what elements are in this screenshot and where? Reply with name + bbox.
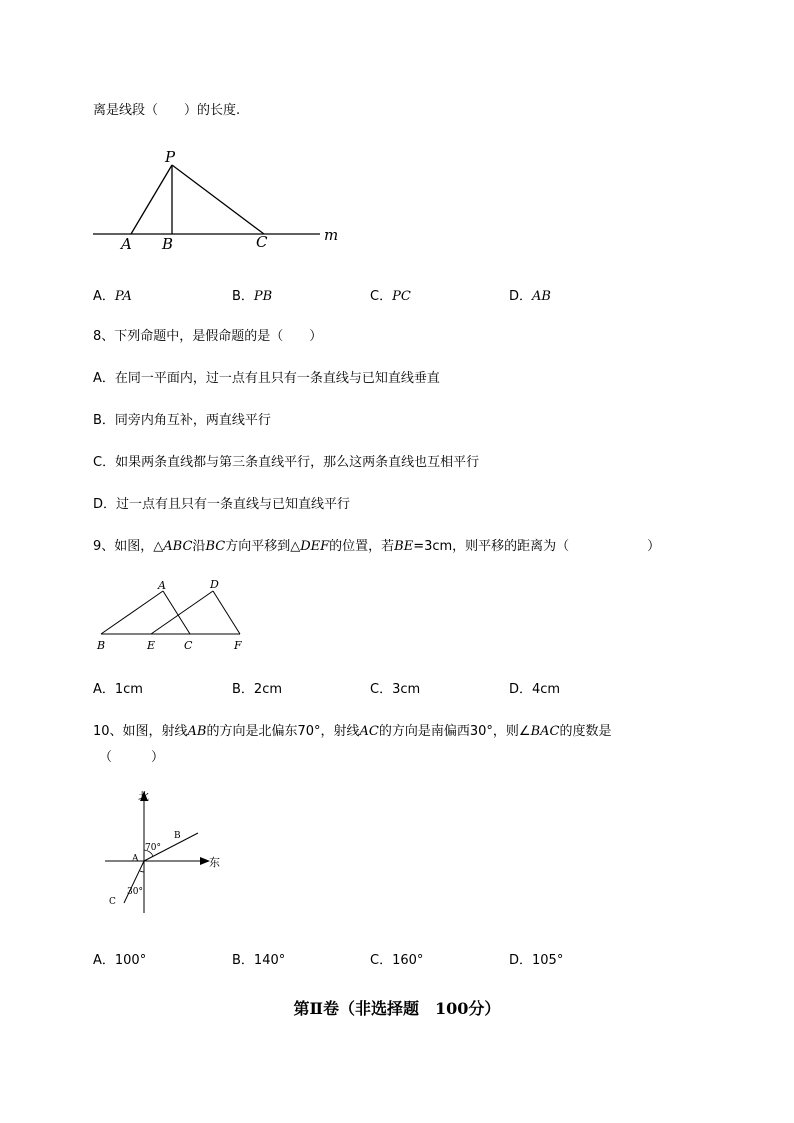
q7-option-c: C．PC	[370, 289, 411, 304]
q9-figure	[93, 576, 253, 656]
q7-figure	[88, 145, 358, 257]
label-e: E	[147, 639, 156, 652]
q9-option-d: D．4cm	[509, 682, 561, 697]
q7-stem-tail: 离是线段（ ）的长度.	[93, 103, 241, 118]
q10-option-b: B．140°	[232, 953, 286, 968]
label-b: B	[97, 639, 106, 652]
q9-option-c: C．3cm	[370, 682, 421, 697]
q7-option-d: D．AB	[509, 289, 551, 304]
label-north: 北	[138, 790, 149, 803]
segment-pa	[131, 165, 172, 234]
label-c: C	[184, 639, 193, 652]
label-a: A	[158, 579, 166, 592]
q8-option-c: C．如果两条直线都与第三条直线平行，那么这两条直线也互相平行	[93, 455, 480, 470]
label-b: B	[162, 235, 174, 253]
segment-pc	[172, 165, 264, 234]
q10-stem: 10、如图，射线AB的方向是北偏东70°，射线AC的方向是南偏西30°，则∠BAC的度数是	[93, 724, 612, 739]
q10-answer-paren: （ ）	[99, 750, 165, 765]
q9-option-a: A．1cm	[93, 682, 143, 697]
q10-option-d: D．105°	[509, 953, 564, 968]
q8-option-b: B．同旁内角互补，两直线平行	[93, 413, 271, 428]
q9-option-b: B．2cm	[232, 682, 283, 697]
q8-option-a: A．在同一平面内，过一点有且只有一条直线与已知直线垂直	[93, 371, 440, 386]
q8-stem: 8、下列命题中，是假命题的是（ ）	[93, 329, 323, 344]
q8-option-d: D．过一点有且只有一条直线与已知直线平行	[93, 497, 351, 512]
label-m: m	[324, 226, 339, 244]
q10-option-a: A．100°	[93, 953, 147, 968]
side-df	[213, 591, 240, 634]
section-heading: 第Ⅱ卷（非选择题 100分）	[293, 999, 501, 1018]
q7-option-b: B．PB	[232, 289, 273, 304]
side-ac	[163, 591, 190, 634]
label-a: A	[121, 235, 132, 253]
label-angle-70: 70°	[145, 843, 161, 853]
side-ba	[101, 591, 163, 634]
label-p: P	[165, 148, 176, 166]
label-c: C	[109, 897, 116, 907]
angle-arc-30	[140, 871, 144, 872]
q7-option-a: A．PA	[93, 289, 132, 304]
label-a: A	[132, 854, 139, 864]
q9-stem: 9、如图，△ABC沿BC方向平移到△DEF的位置，若BE=3cm，则平移的距离为（ ）	[93, 539, 661, 554]
q10-figure	[100, 786, 230, 921]
label-d: D	[210, 578, 219, 591]
q10-option-c: C．160°	[370, 953, 424, 968]
label-b: B	[174, 831, 181, 841]
label-c: C	[256, 233, 268, 251]
label-angle-30: 30°	[127, 887, 143, 897]
side-ed	[151, 591, 213, 634]
label-f: F	[234, 639, 242, 652]
label-east: 东	[209, 856, 220, 869]
